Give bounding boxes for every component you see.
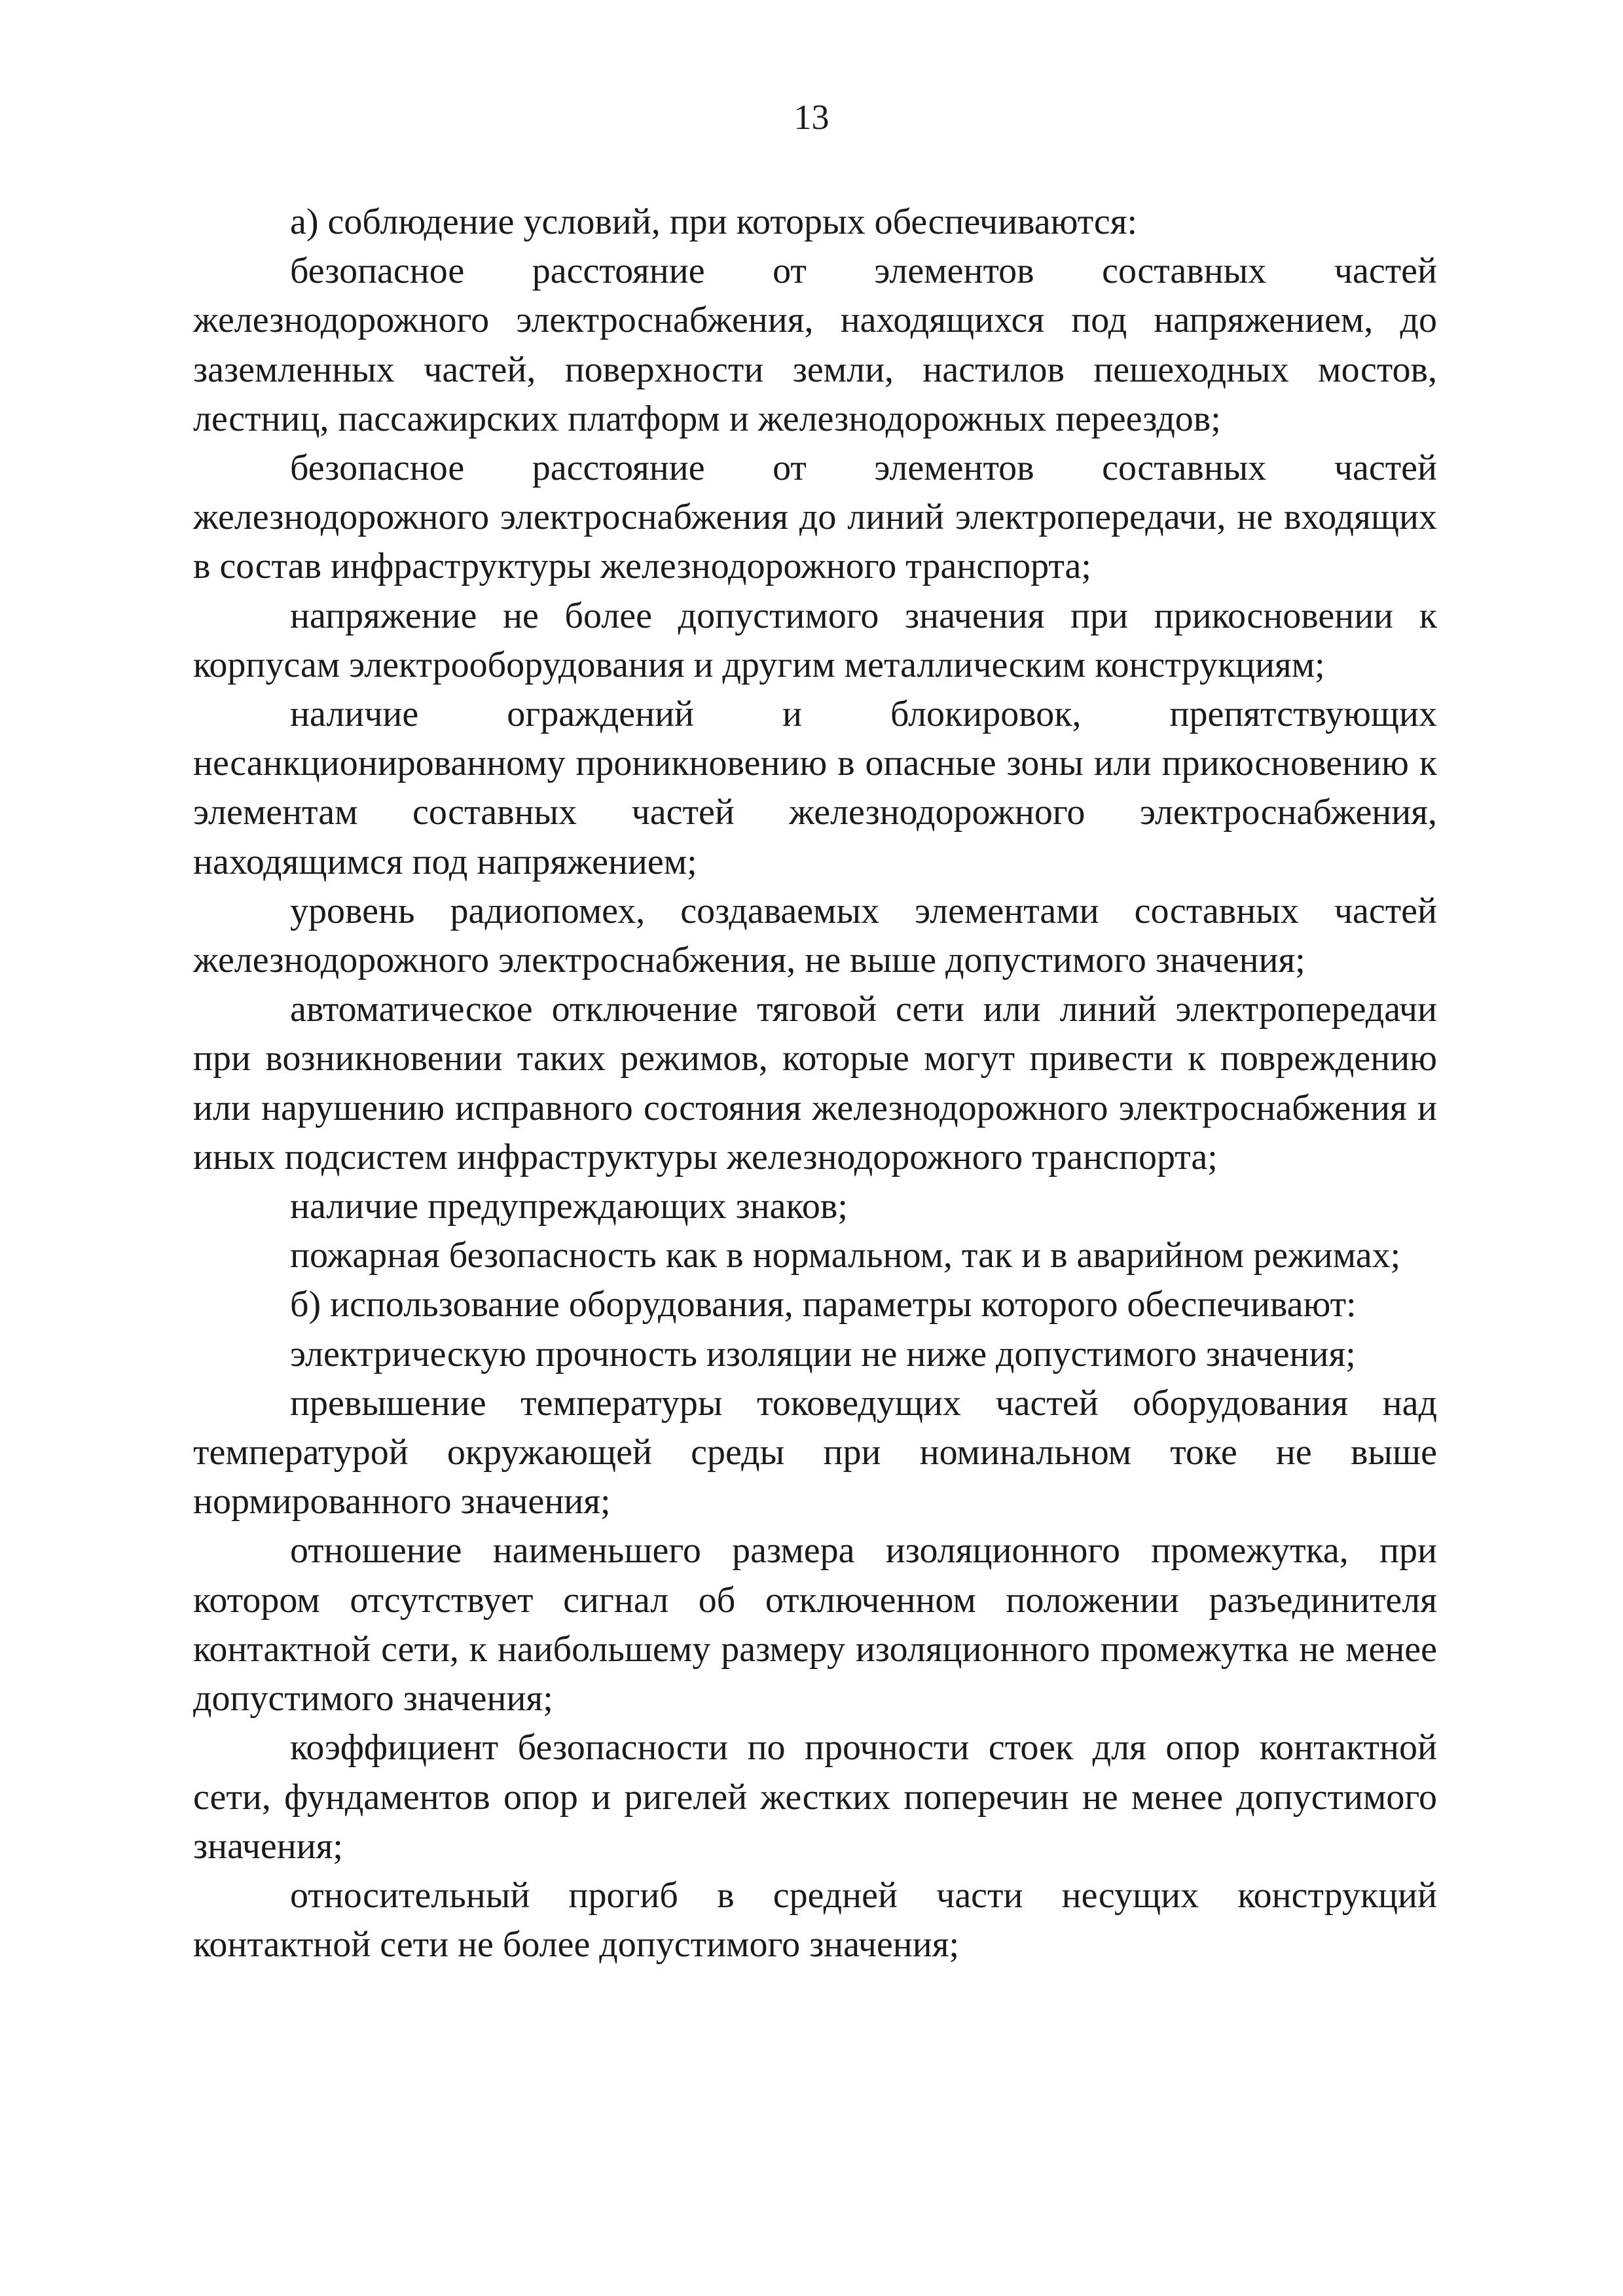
page-number: 13 bbox=[793, 98, 830, 137]
paragraph-safe-distance-power-lines: безопасное расстояние от элементов составных частей железнодорожного электроснабжения до линий электропередачи, не входящих в состав инфраструктуры железнодорожного транспорта; bbox=[193, 448, 1437, 587]
paragraph-relative-deflection: относительный прогиб в средней части несущих конструкций контактной сети не более допустимого значения; bbox=[193, 1874, 1437, 1965]
paragraph-insulation-strength: электрическую прочность изоляции не ниже допустимого значения; bbox=[290, 1333, 1356, 1374]
paragraph-condition-a: а) соблюдение условий, при которых обеспечиваются: bbox=[290, 202, 1138, 242]
paragraph-radio-interference: уровень радиопомех, создаваемых элементами составных частей железнодорожного электроснабжения, не выше допустимого значения; bbox=[193, 890, 1437, 981]
paragraph-warning-signs: наличие предупреждающих знаков; bbox=[290, 1186, 848, 1227]
paragraph-safety-factor: коэффициент безопасности по прочности стоек для опор контактной сети, фундаментов опор и ригелей жестких поперечин не менее допустимого значения; bbox=[193, 1727, 1437, 1867]
paragraph-automatic-disconnect: автоматическое отключение тяговой сети или линий электропередачи при возникновении таких режимов, которые могут привести к повреждению или нарушению исправного состояния железнодорожного электроснабжения и иных подсистем инфраструктуры железнодорожного транспорта; bbox=[193, 989, 1437, 1177]
paragraph-condition-b: б) использование оборудования, параметры которого обеспечивают: bbox=[290, 1284, 1357, 1325]
paragraph-fire-safety: пожарная безопасность как в нормальном, так и в аварийном режимах; bbox=[290, 1235, 1401, 1276]
paragraph-fences-interlocks: наличие ограждений и блокировок, препятствующих несанкционированному проникновению в опасные зоны или прикосновению к элементам составных частей железнодорожного электроснабжения, находящимся под напряжением; bbox=[193, 694, 1437, 882]
paragraph-insulation-gap-ratio: отношение наименьшего размера изоляционного промежутка, при котором отсутствует сигнал об отключенном положении разъединителя контактной сети, к наибольшему размеру изоляционного промежутка не менее допустимого значения; bbox=[193, 1530, 1437, 1719]
paragraph-touch-voltage: напряжение не более допустимого значения при прикосновении к корпусам электрооборудования и другим металлическим конструкциям; bbox=[193, 595, 1437, 685]
paragraph-safe-distance-grounded: безопасное расстояние от элементов составных частей железнодорожного электроснабжения, находящихся под напряжением, до заземленных частей, поверхности земли, настилов пешеходных мостов, лестниц, пассажирских платформ и железнодорожных переездов; bbox=[193, 251, 1437, 439]
paragraph-temperature-rise: превышение температуры токоведущих частей оборудования над температурой окружающей среды при номинальном токе не выше нормированного значения; bbox=[193, 1382, 1437, 1522]
document-body bbox=[193, 198, 1437, 1969]
